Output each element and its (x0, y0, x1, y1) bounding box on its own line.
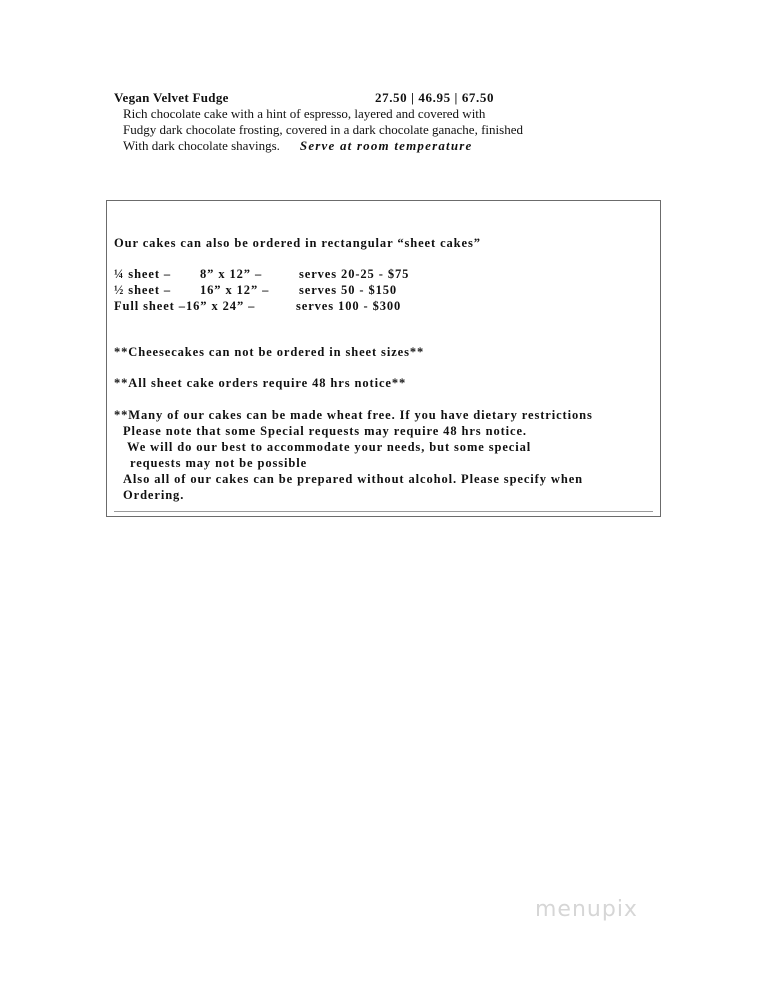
serve-note: Serve at room temperature (299, 138, 473, 153)
box-divider (114, 511, 653, 512)
dietary-line: We will do our best to accommodate your needs, but some special (127, 440, 532, 454)
sheet-size-serves: serves 20-25 - $75 (299, 267, 410, 281)
sheet-size-label: ½ sheet – (114, 283, 172, 297)
sheet-size-label: Full sheet – (114, 299, 186, 313)
item-description-line (123, 138, 473, 154)
dietary-line: Please note that some Special requests may require 48 hrs notice. (123, 424, 527, 438)
item-name: Vegan Velvet Fudge (114, 90, 229, 105)
sheet-size-dims: 16” x 12” – (200, 283, 270, 297)
cheesecake-note: **Cheesecakes can not be ordered in sheet sizes** (114, 345, 425, 359)
dietary-line: Also all of our cakes can be prepared without alcohol. Please specify when (123, 472, 584, 486)
sheet-size-serves: serves 100 - $300 (296, 299, 402, 313)
sheet-cake-info-box (106, 200, 661, 517)
dietary-line: requests may not be possible (130, 456, 308, 470)
menupix-watermark: menupix (535, 897, 638, 922)
sheet-size-serves: serves 50 - $150 (299, 283, 398, 297)
notice-note: **All sheet cake orders require 48 hrs notice** (114, 376, 407, 390)
item-prices: 27.50 | 46.95 | 67.50 (375, 90, 495, 105)
dietary-line: **Many of our cakes can be made wheat free. If you have dietary restrictions (114, 408, 593, 422)
sheet-cake-heading: Our cakes can also be ordered in rectangular “sheet cakes” (114, 236, 481, 250)
item-description-line: Rich chocolate cake with a hint of espresso, layered and covered with (123, 106, 486, 121)
sheet-size-label: ¼ sheet – (114, 267, 172, 281)
item-description-line: Fudgy dark chocolate frosting, covered in a dark chocolate ganache, finished (123, 122, 523, 137)
dietary-line: Ordering. (123, 488, 185, 502)
sheet-size-dims: 8” x 12” – (200, 267, 263, 281)
item-description-text: With dark chocolate shavings. (123, 138, 280, 153)
sheet-size-dims: 16” x 24” – (186, 299, 256, 313)
